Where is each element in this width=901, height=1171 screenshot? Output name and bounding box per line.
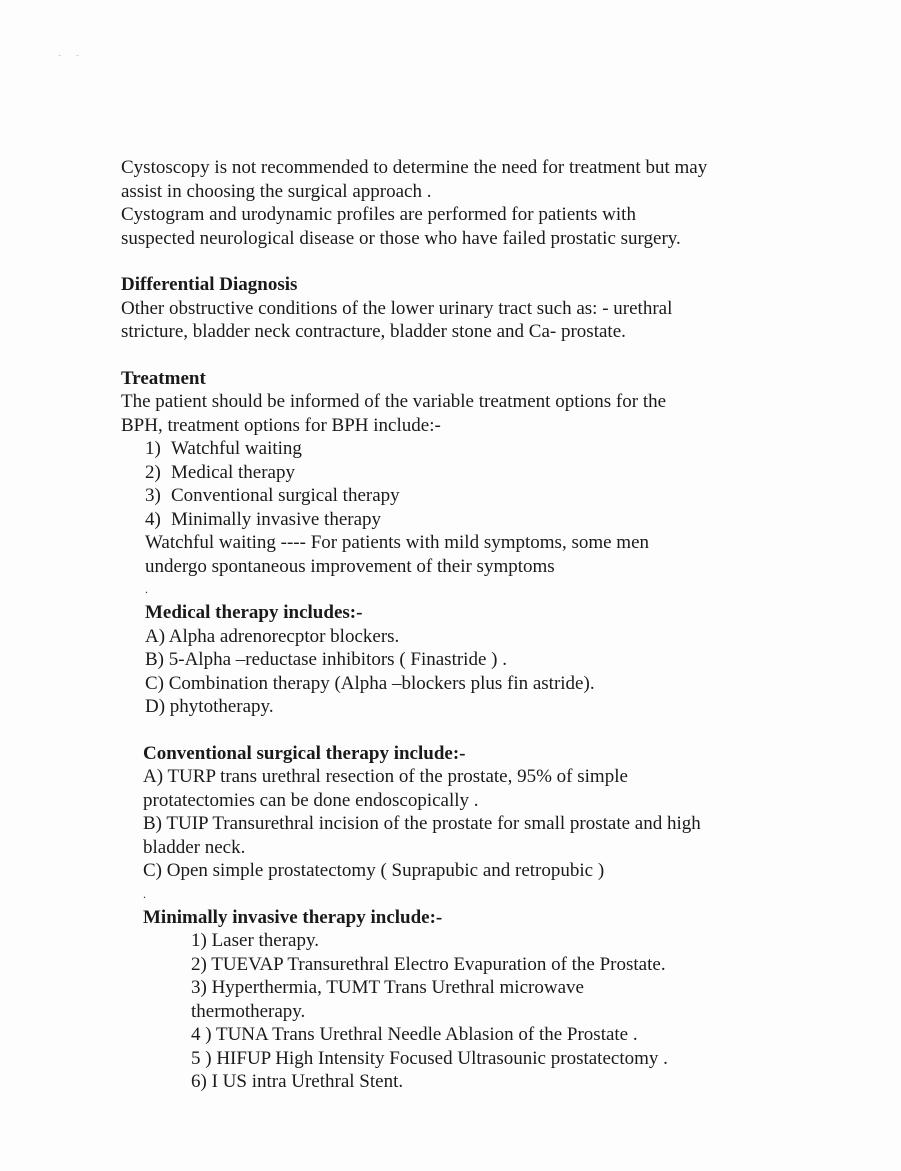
minimal-item-3-line-2: thermotherapy. (191, 1000, 306, 1022)
watchful-line-2: undergo spontaneous improvement of their symptoms (145, 555, 555, 577)
intro-section (121, 156, 761, 250)
list-item (145, 484, 761, 508)
treatment-options-list (145, 437, 761, 531)
list-item-number: 3) (145, 485, 161, 506)
surgical-b-line-1: B) TUIP Transurethral incision of the prostate for small prostate and high (143, 813, 701, 834)
differential-line-2: stricture, bladder neck contracture, bladder stone and Ca- prostate. (121, 321, 626, 342)
list-item (145, 461, 761, 485)
list-item-number: 2) (145, 461, 161, 483)
medical-item-b: B) 5-Alpha –reductase inhibitors ( Finastride ) . (145, 649, 507, 670)
list-item-text: Minimally invasive therapy (171, 508, 382, 530)
scan-smudge: - - (58, 50, 86, 61)
treatment-section (121, 367, 761, 602)
surgical-section (143, 742, 761, 883)
minimal-item-3-line-1: 3) Hyperthermia, TUMT Trans Urethral microwave (191, 977, 584, 998)
medical-item-d: D) phytotherapy. (145, 696, 274, 717)
list-item-text: Watchful waiting (171, 438, 302, 459)
differential-section (121, 273, 761, 344)
treatment-line-1: The patient should be informed of the variable treatment options for the (121, 391, 667, 412)
stray-dot: . (145, 582, 148, 596)
minimal-item-6: 6) I US intra Urethral Stent. (191, 1071, 404, 1092)
list-item-text: Medical therapy (171, 461, 295, 483)
surgical-a-line-1: A) TURP trans urethral resection of the prostate, 95% of simple (143, 766, 628, 787)
minimal-item-2: 2) TUEVAP Transurethral Electro Evapuration of the Prostate. (191, 953, 666, 975)
minimal-item-5: 5 ) HIFUP High Intensity Focused Ultrasounic prostatectomy . (191, 1047, 668, 1069)
minimal-item-4: 4 ) TUNA Trans Urethral Needle Ablasion of the Prostate . (191, 1024, 638, 1045)
medical-section (145, 601, 761, 719)
intro-line-1: Cystoscopy is not recommended to determine the need for treatment but may (121, 157, 708, 178)
surgical-heading: Conventional surgical therapy include:- (143, 742, 466, 764)
medical-item-c: C) Combination therapy (Alpha –blockers plus fin astride). (145, 672, 595, 694)
treatment-line-2: BPH, treatment options for BPH include:- (121, 414, 441, 436)
medical-item-a: A) Alpha adrenorecptor blockers. (145, 625, 400, 647)
intro-line-3: Cystogram and urodynamic profiles are performed for patients with (121, 204, 636, 225)
intro-line-4: suspected neurological disease or those who have failed prostatic surgery. (121, 227, 681, 249)
differential-line-1: Other obstructive conditions of the lower urinary tract such as: - urethral (121, 297, 673, 319)
minimal-item-1: 1) Laser therapy. (191, 930, 320, 951)
minimal-heading: Minimally invasive therapy include:- (143, 906, 443, 928)
surgical-a-line-2: protatectomies can be done endoscopically . (143, 789, 479, 811)
minimal-items (191, 929, 761, 1094)
minimal-section (143, 906, 761, 930)
treatment-heading: Treatment (121, 367, 206, 389)
stray-dot: . (143, 886, 146, 901)
surgical-b-line-2: bladder neck. (143, 836, 246, 858)
differential-heading: Differential Diagnosis (121, 274, 298, 295)
list-item (145, 508, 761, 532)
list-item-text: Conventional surgical therapy (171, 485, 400, 506)
document-page (121, 156, 761, 1094)
list-item (145, 437, 761, 461)
surgical-c-line-1: C) Open simple prostatectomy ( Suprapubic and retropubic ) (143, 860, 605, 881)
list-item-number: 1) (145, 438, 161, 459)
medical-heading: Medical therapy includes:- (145, 602, 363, 623)
intro-line-2: assist in choosing the surgical approach . (121, 180, 432, 202)
list-item-number: 4) (145, 508, 161, 530)
watchful-line-1: Watchful waiting ---- For patients with mild symptoms, some men (145, 532, 650, 553)
